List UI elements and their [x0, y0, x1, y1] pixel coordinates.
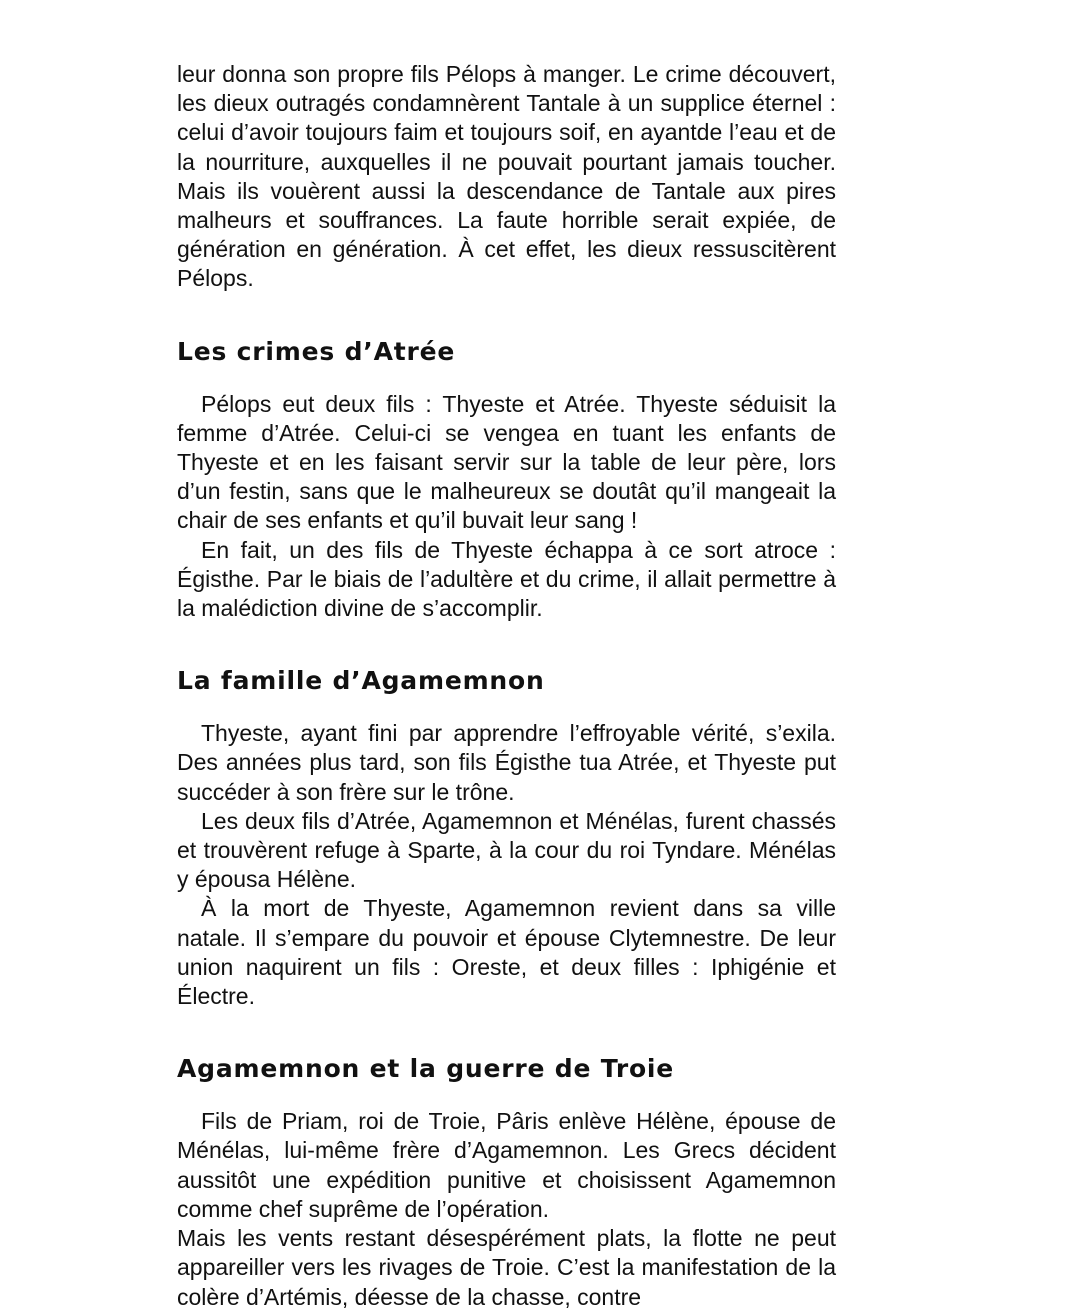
title-spacer — [177, 1084, 836, 1107]
title-spacer — [177, 367, 836, 390]
paragraph-atree-1: Pélops eut deux fils : Thyeste et Atrée. Thyeste séduisit la femme d’Atrée. Celui-ci se vengea en tuant les enfants de Thyeste et en les faisant servir sur la table de leur père, lors d’un festin, sans que le malheureux se doutât qu’il mangeait la chair de ses enfants et qu’il buvait leur sang ! — [177, 390, 836, 534]
paragraph-troie-2: Mais les vents restant désespérément plats, la flotte ne peut appareiller vers les rivages de Troie. C’est la manifestation de la colère d’Artémis, déesse de la chasse, contre — [177, 1225, 836, 1310]
paragraph-famille-3: À la mort de Thyeste, Agamemnon revient dans sa ville natale. Il s’empare du pouvoir et épouse Clytemnestre. De leur union naquirent un fils : Oreste, et deux filles : Iphigénie et Électre. — [177, 895, 836, 1010]
section-spacer — [177, 294, 836, 337]
section-spacer — [177, 623, 836, 666]
section-title-troie: Agamemnon et la guerre de Troie — [177, 1054, 675, 1084]
section-title-atree: Les crimes d’Atrée — [177, 336, 456, 366]
section-spacer — [177, 1011, 836, 1054]
title-spacer — [177, 696, 836, 719]
paragraph-atree-2: En fait, un des fils de Thyeste échappa à ce sort atroce : Égisthe. Par le biais de l’adultère et du crime, il allait permettre à la malédiction divine de s’accomplir. — [177, 536, 836, 622]
paragraph-famille-2: Les deux fils d’Atrée, Agamemnon et Ménélas, furent chassés et trouvèrent refuge à Sparte, à la cour du roi Tyndare. Ménélas y épousa Hélène. — [177, 807, 836, 893]
paragraph-troie-1: Fils de Priam, roi de Troie, Pâris enlève Hélène, épouse de Ménélas, lui-même frère d’Agamemnon. Les Grecs décident aussitôt une expédition punitive et choisissent Agamemnon comme chef suprême de l’opération. — [177, 1108, 836, 1222]
document-page — [177, 60, 836, 1312]
paragraph-famille-1: Thyeste, ayant fini par apprendre l’effroyable vérité, s’exila. Des années plus tard, son fils Égisthe tua Atrée, et Thyeste put succéder à son frère sur le trône. — [177, 720, 836, 805]
intro-paragraph: leur donna son propre fils Pélops à manger. Le crime découvert, les dieux outragés condamnèrent Tantale à un supplice éternel : celui d’avoir toujours faim et toujours soif, en ayantde l’eau et de la nourriture, auxquelles il ne pouvait pourtant jamais toucher. Mais ils vouèrent aussi la descendance de Tantale aux pires malheurs et souffrances. La faute horrible serait expiée, de génération en génération. À cet effet, les dieux ressuscitèrent Pélops. — [177, 61, 836, 292]
section-title-famille: La famille d’Agamemnon — [177, 666, 545, 696]
